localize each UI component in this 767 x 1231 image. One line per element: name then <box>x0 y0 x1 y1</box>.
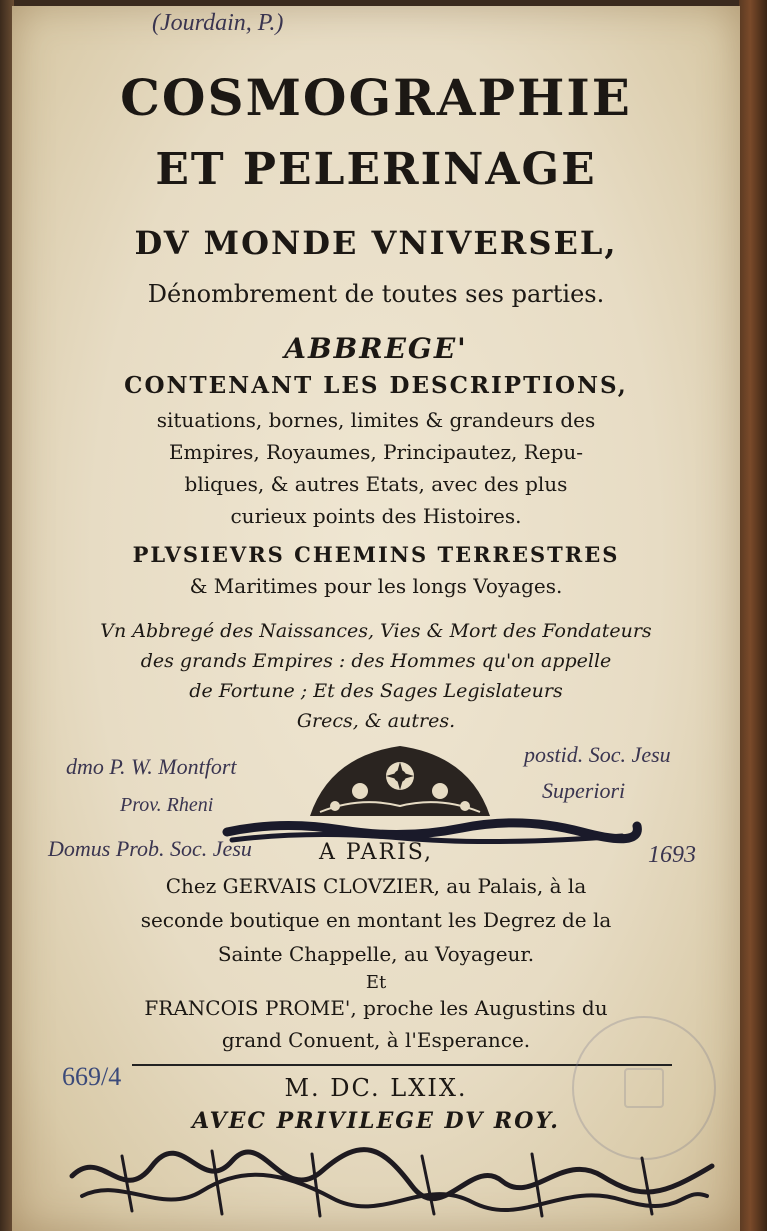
ink-scribble <box>62 1136 722 1226</box>
imprint-and: Et <box>365 972 387 993</box>
publication-date: M. DC. LXIX. <box>284 1074 468 1102</box>
handwritten-note-1: dmo P. W. Montfort <box>66 754 237 779</box>
fondateurs-line-1: Vn Abbregé des Naissances, Vies & Mort des Fondateurs <box>100 620 652 642</box>
handwritten-year: 1693 <box>648 842 696 868</box>
title-line-1: COSMOGRAPHIE <box>120 68 632 127</box>
imprint-line-5: grand Conuent, à l'Esperance. <box>221 1028 531 1052</box>
abbrege-line-4: bliques, & autres Etats, avec des plus <box>184 472 568 496</box>
handwritten-note-4: postid. Soc. Jesu <box>524 742 671 767</box>
handwritten-note-5: Superiori <box>542 778 626 803</box>
shelfmark: 669/4 <box>62 1062 122 1091</box>
handwritten-note-3: Domus Prob. Soc. Jesu <box>48 836 252 861</box>
imprint-line-4: FRANCOIS PROME', proche les Augustins du <box>144 996 608 1020</box>
book-edge-right <box>739 0 767 1231</box>
imprint-line-1: Chez GERVAIS CLOVZIER, au Palais, à la <box>165 874 587 898</box>
privilege-line: AVEC PRIVILEGE DV ROY. <box>192 1108 560 1134</box>
imprint-city: A PARIS, <box>318 840 434 865</box>
fondateurs-line-2: des grands Empires : des Hommes qu'on appelle <box>140 650 612 672</box>
title-line-3: DV MONDE VNIVERSEL, <box>134 224 618 262</box>
abbrege-line-3: Empires, Royaumes, Principautez, Repu- <box>168 440 584 464</box>
abbrege-line-1: CONTENANT LES DESCRIPTIONS, <box>124 372 628 399</box>
abbrege-line-2: situations, bornes, limites & grandeurs des <box>156 408 596 432</box>
fondateurs-line-3: de Fortune ; Et des Sages Legislateurs <box>189 680 563 702</box>
imprint-line-2: seconde boutique en montant les Degrez de la <box>140 908 612 932</box>
chemins-line-2: & Maritimes pour les longs Voyages. <box>189 574 563 598</box>
imprint-line-3: Sainte Chappelle, au Voyageur. <box>217 942 535 966</box>
title-line-2: ET PELERINAGE <box>155 144 597 195</box>
handwritten-note-2: Prov. Rheni <box>120 794 214 816</box>
chemins-line-1: PLVSIEVRS CHEMINS TERRESTRES <box>132 542 620 567</box>
abbrege-line-5: curieux points des Histoires. <box>230 504 522 528</box>
abbrege-heading: ABBREGE' <box>284 332 468 365</box>
author-annotation: (Jourdain, P.) <box>152 10 284 36</box>
title-page <box>12 6 740 1231</box>
fondateurs-line-4: Grecs, & autres. <box>296 710 456 732</box>
title-line-4: Dénombrement de toutes ses parties. <box>147 280 605 308</box>
